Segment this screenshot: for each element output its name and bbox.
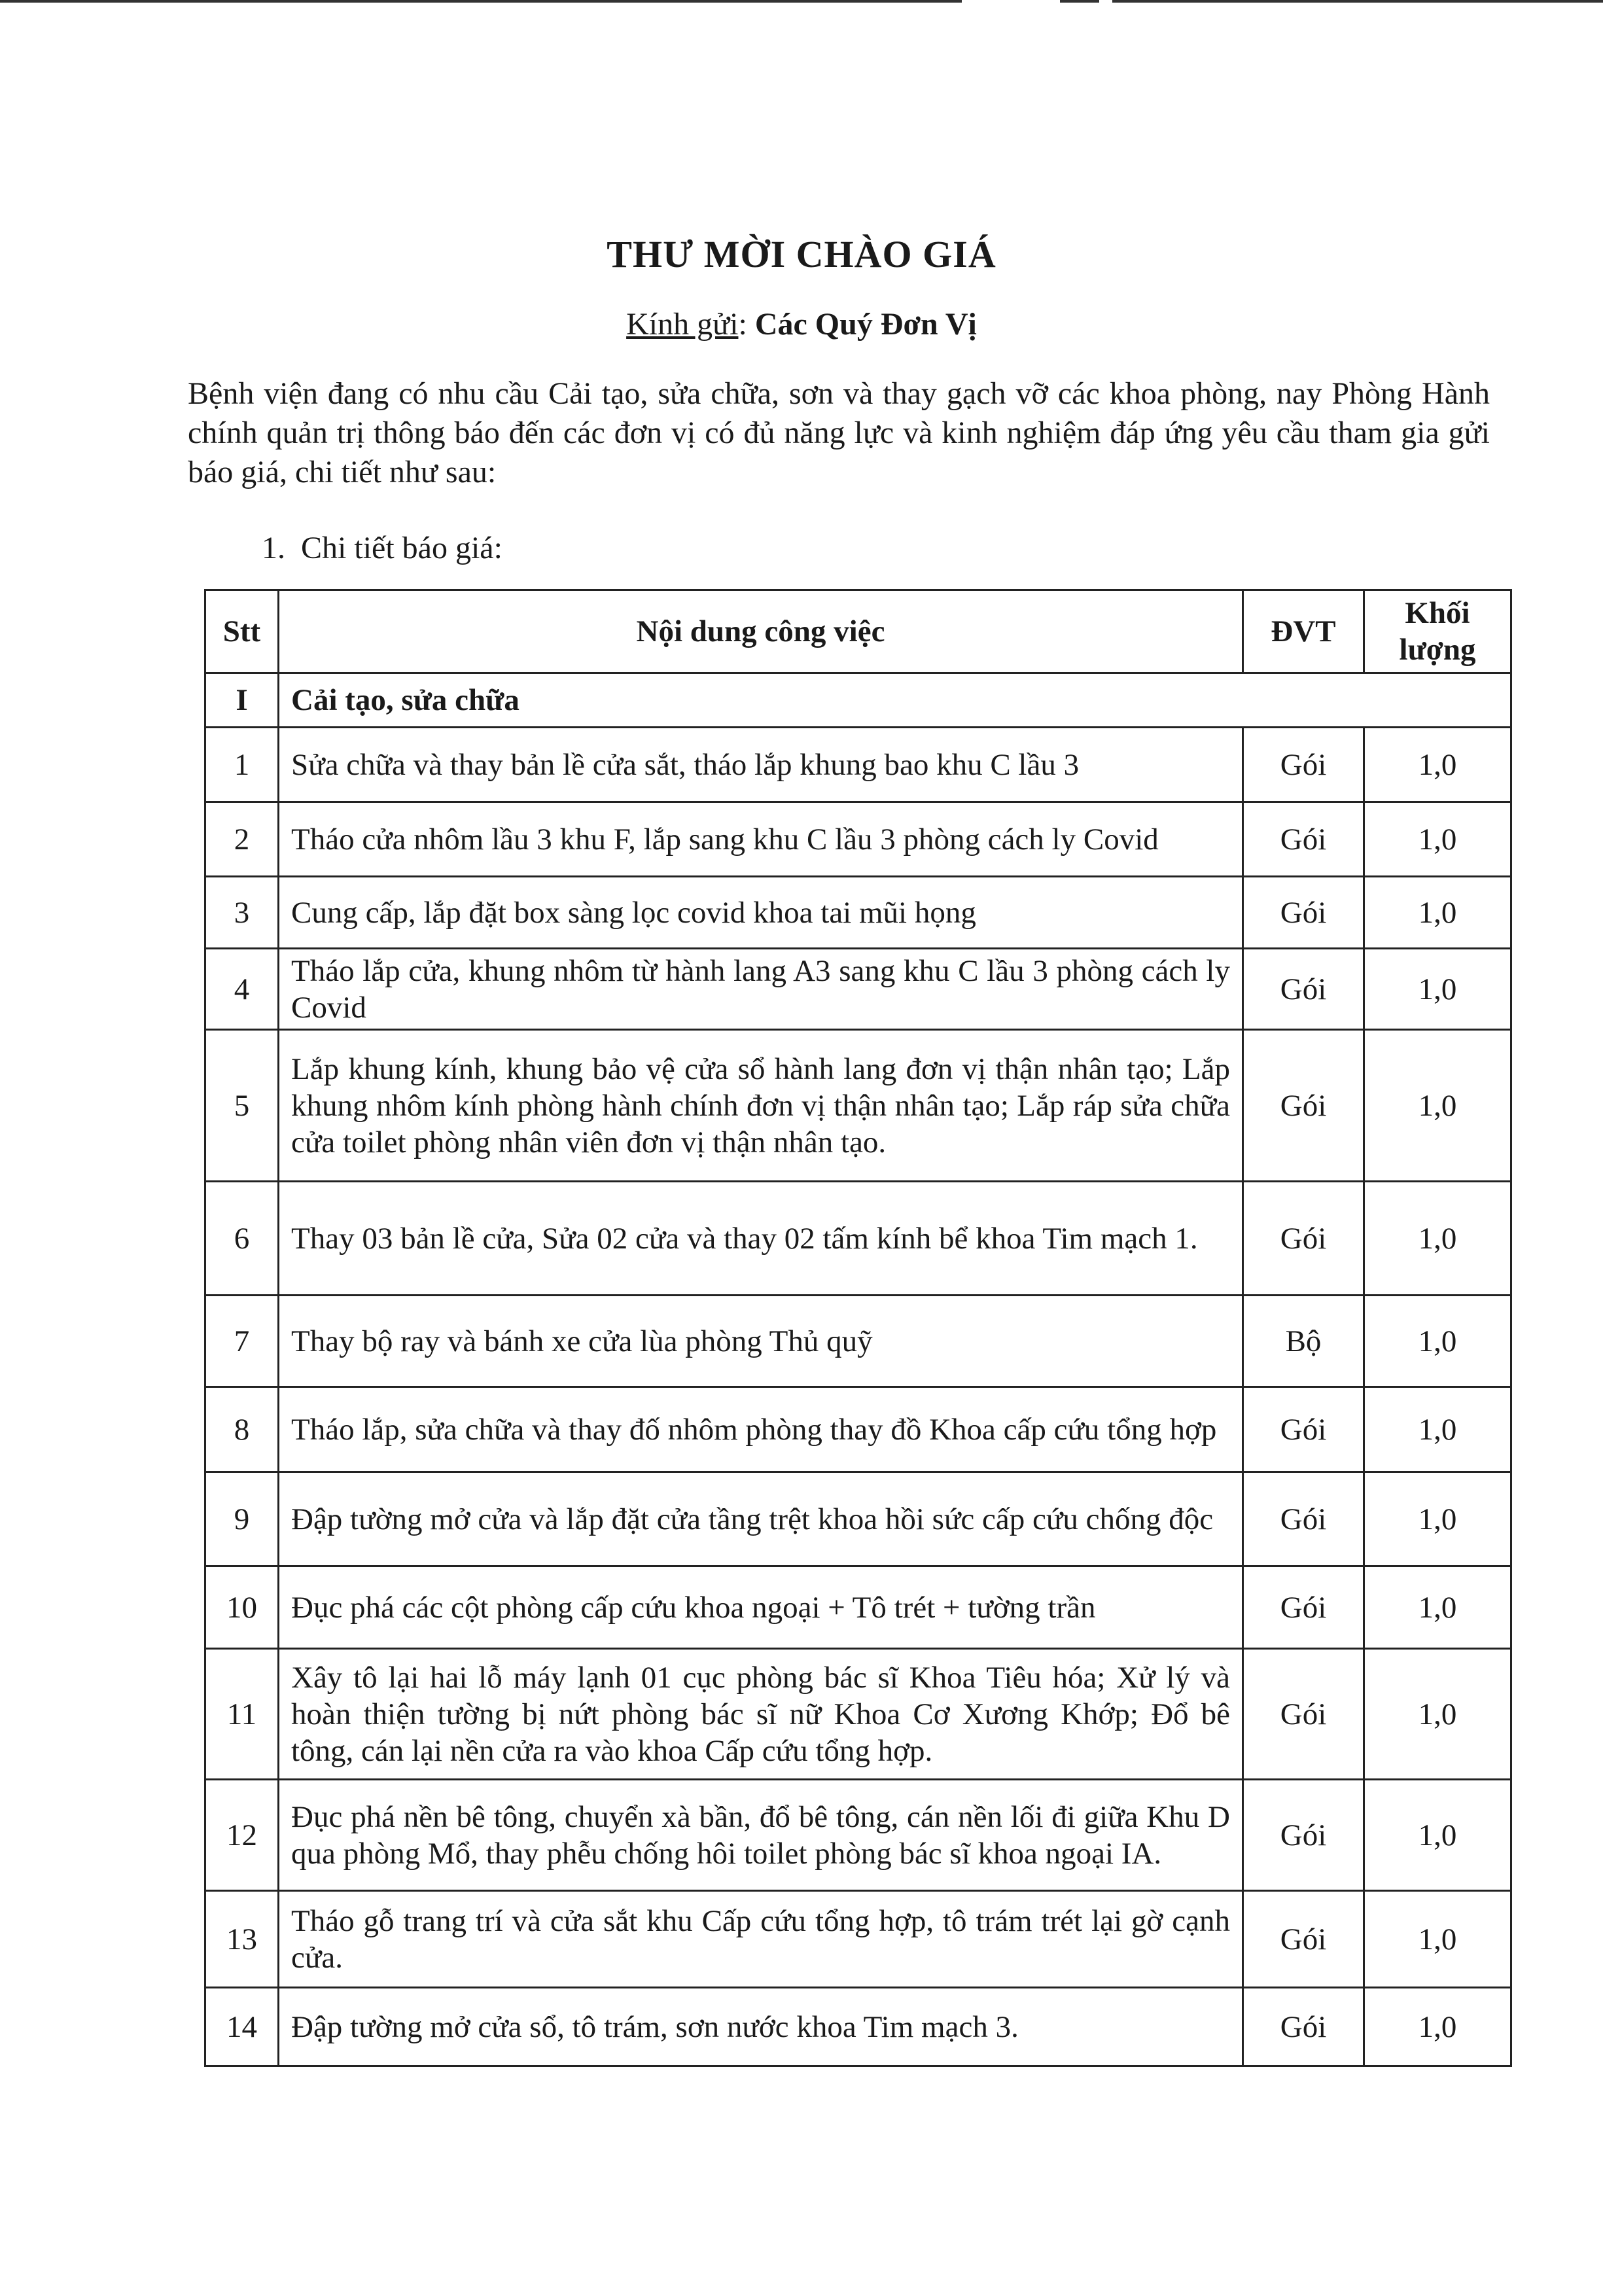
row-qty: 1,0 (1364, 1988, 1511, 2066)
row-qty: 1,0 (1364, 1780, 1511, 1891)
table-row (205, 877, 1511, 949)
scan-edge-line (0, 0, 962, 3)
row-stt: 8 (205, 1387, 279, 1472)
row-unit: Bộ (1243, 1296, 1364, 1387)
row-stt: 12 (205, 1780, 279, 1891)
row-qty: 1,0 (1364, 1472, 1511, 1566)
row-content: Đục phá các cột phòng cấp cứu khoa ngoại + Tô trét + tường trần (279, 1566, 1243, 1649)
row-unit: Gói (1243, 1891, 1364, 1988)
row-content: Xây tô lại hai lỗ máy lạnh 01 cục phòng bác sĩ Khoa Tiêu hóa; Xử lý và hoàn thiện tường bị nứt phòng bác sĩ nữ Khoa Cơ Xương Khớp; Đổ bê tông, cán lại nền cửa ra vào khoa Cấp cứu tổng hợp. (279, 1649, 1243, 1780)
header-qty: Khối lượng (1364, 590, 1511, 673)
scan-edge-line-right (1112, 0, 1603, 3)
row-unit: Gói (1243, 1030, 1364, 1182)
greeting-recipient: Các Quý Đơn Vị (754, 307, 977, 342)
row-qty: 1,0 (1364, 802, 1511, 877)
row-content: Đập tường mở cửa và lắp đặt cửa tầng trệt khoa hồi sức cấp cứu chống độc (279, 1472, 1243, 1566)
row-qty: 1,0 (1364, 728, 1511, 802)
row-qty: 1,0 (1364, 1891, 1511, 1988)
row-content: Tháo lắp, sửa chữa và thay đố nhôm phòng thay đồ Khoa cấp cứu tổng hợp (279, 1387, 1243, 1472)
row-content: Đập tường mở cửa sổ, tô trám, sơn nước khoa Tim mạch 3. (279, 1988, 1243, 2066)
table-row (205, 728, 1511, 802)
row-stt: 5 (205, 1030, 279, 1182)
table-row (205, 1030, 1511, 1182)
row-unit: Gói (1243, 728, 1364, 802)
row-content: Cung cấp, lắp đặt box sàng lọc covid khoa tai mũi họng (279, 877, 1243, 949)
row-qty: 1,0 (1364, 949, 1511, 1030)
row-stt: 13 (205, 1891, 279, 1988)
row-qty: 1,0 (1364, 1030, 1511, 1182)
header-unit: ĐVT (1243, 590, 1364, 673)
row-content: Thay bộ ray và bánh xe cửa lùa phòng Thủ quỹ (279, 1296, 1243, 1387)
greeting-label: Kính gửi (626, 307, 739, 342)
table-row (205, 1649, 1511, 1780)
section-row-title: Cải tạo, sửa chữa (279, 673, 1511, 728)
row-content: Lắp khung kính, khung bảo vệ cửa sổ hành lang đơn vị thận nhân tạo; Lắp khung nhôm kính phòng hành chính đơn vị thận nhân tạo; Lắp ráp sửa chữa cửa toilet phòng nhân viên đơn vị thận nhân tạo. (279, 1030, 1243, 1182)
row-qty: 1,0 (1364, 1387, 1511, 1472)
document-title: THƯ MỜI CHÀO GIÁ (607, 233, 996, 275)
row-content: Đục phá nền bê tông, chuyển xà bần, đổ bê tông, cán nền lối đi giữa Khu D qua phòng Mổ, thay phễu chống hôi toilet phòng bác sĩ khoa ngoại IA. (279, 1780, 1243, 1891)
row-unit: Gói (1243, 1387, 1364, 1472)
row-unit: Gói (1243, 1182, 1364, 1296)
section-title: Chi tiết báo giá: (301, 531, 502, 565)
row-stt: 3 (205, 877, 279, 949)
row-unit: Gói (1243, 877, 1364, 949)
section-row-number: I (205, 673, 279, 728)
row-stt: 7 (205, 1296, 279, 1387)
table-row (205, 1387, 1511, 1472)
row-qty: 1,0 (1364, 877, 1511, 949)
section-row (205, 673, 1511, 728)
row-qty: 1,0 (1364, 1296, 1511, 1387)
row-unit: Gói (1243, 1988, 1364, 2066)
row-stt: 14 (205, 1988, 279, 2066)
row-unit: Gói (1243, 1472, 1364, 1566)
table-row (205, 802, 1511, 877)
row-unit: Gói (1243, 1780, 1364, 1891)
row-content: Sửa chữa và thay bản lề cửa sắt, tháo lắp khung bao khu C lầu 3 (279, 728, 1243, 802)
row-qty: 1,0 (1364, 1566, 1511, 1649)
row-unit: Gói (1243, 949, 1364, 1030)
row-stt: 9 (205, 1472, 279, 1566)
section-heading (262, 530, 502, 566)
scan-edge-mark (1060, 0, 1099, 3)
row-unit: Gói (1243, 802, 1364, 877)
greeting-line (0, 306, 1603, 342)
intro-paragraph: Bệnh viện đang có nhu cầu Cải tạo, sửa chữa, sơn và thay gạch vỡ các khoa phòng, nay Phòng Hành chính quản trị thông báo đến các đơn vị có đủ năng lực và kinh nghiệm đáp ứng yêu cầu tham gia gửi báo giá, chi tiết như sau: (188, 376, 1490, 489)
row-content: Thay 03 bản lề cửa, Sửa 02 cửa và thay 02 tấm kính bể khoa Tim mạch 1. (279, 1182, 1243, 1296)
table-row (205, 949, 1511, 1030)
row-stt: 6 (205, 1182, 279, 1296)
table-row (205, 1296, 1511, 1387)
table-row (205, 1182, 1511, 1296)
row-unit: Gói (1243, 1566, 1364, 1649)
table-row (205, 1988, 1511, 2066)
header-stt: Stt (205, 590, 279, 673)
table-row (205, 1780, 1511, 1891)
row-stt: 2 (205, 802, 279, 877)
row-stt: 10 (205, 1566, 279, 1649)
table-row (205, 1566, 1511, 1649)
row-qty: 1,0 (1364, 1649, 1511, 1780)
header-content: Nội dung công việc (279, 590, 1243, 673)
section-number: 1. (262, 531, 285, 565)
quote-table (204, 589, 1512, 2067)
row-stt: 1 (205, 728, 279, 802)
row-content: Tháo cửa nhôm lầu 3 khu F, lắp sang khu C lầu 3 phòng cách ly Covid (279, 802, 1243, 877)
table-row (205, 1472, 1511, 1566)
row-content: Tháo gỗ trang trí và cửa sắt khu Cấp cứu tổng hợp, tô trám trét lại gờ cạnh cửa. (279, 1891, 1243, 1988)
row-unit: Gói (1243, 1649, 1364, 1780)
greeting-colon: : (738, 307, 755, 342)
table-row (205, 1891, 1511, 1988)
table-header-row (205, 590, 1511, 673)
row-content: Tháo lắp cửa, khung nhôm từ hành lang A3 sang khu C lầu 3 phòng cách ly Covid (279, 949, 1243, 1030)
row-stt: 11 (205, 1649, 279, 1780)
row-stt: 4 (205, 949, 279, 1030)
row-qty: 1,0 (1364, 1182, 1511, 1296)
